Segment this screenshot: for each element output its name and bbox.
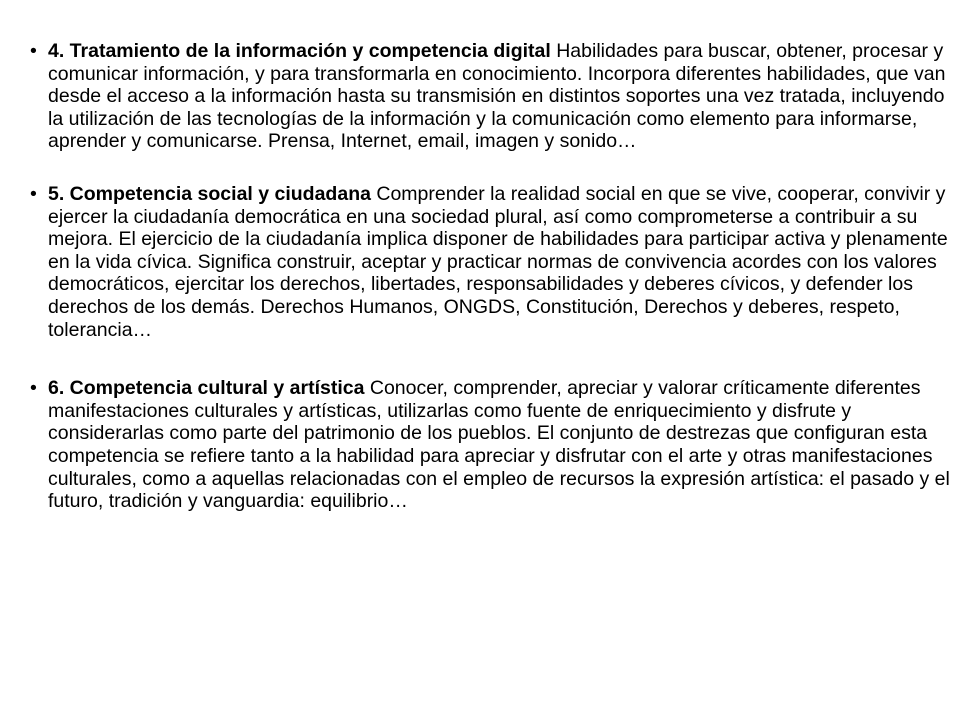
item-title: 6. Competencia cultural y artística	[48, 377, 370, 400]
list-item-competence-6	[30, 377, 950, 513]
bullet-icon: •	[30, 377, 37, 400]
list-item-competence-4	[30, 40, 950, 153]
competencies-list	[30, 40, 950, 543]
item-title: 4. Tratamiento de la información y competencia digital	[48, 40, 557, 62]
list-item-competence-5	[30, 183, 950, 341]
bullet-icon: •	[30, 40, 37, 62]
item-text: Conocer, comprender, apreciar y valorar críticamente diferentes manifestaciones culturales y artísticas, utilizarlas como fuente de enriquecimiento y disfrute y considerarlas como parte del patrimonio de los pueblos. El conjunto de destrezas que configuran esta competencia se refiere tanto a la habilidad para apreciar y disfrutar con el arte y otras manifestaciones culturales, como a aquellas relacionadas con el empleo de recursos la expresión artística: el pasado y el futuro, tradición y vanguardia: equilibrio…	[48, 377, 950, 513]
item-text: Habilidades para buscar, obtener, procesar y comunicar información, y para transformarla en conocimiento. Incorpora diferentes habilidades, que van desde el acceso a la información hasta su transmisión en distintos soportes una vez tratada, incluyendo la utilización de las tecnologías de la información y la comunicación como elemento para informarse, aprender y comunicarse. Prensa, Internet, email, imagen y sonido…	[48, 40, 946, 153]
item-text: Comprender la realidad social en que se vive, cooperar, convivir y ejercer la ciudadanía democrática en una sociedad plural, así como comprometerse a contribuir a su mejora. El ejercicio de la ciudadanía implica disponer de habilidades para participar activa y plenamente en la vida cívica. Significa construir, aceptar y practicar normas de convivencia acordes con los valores democráticos, ejercitar los derechos, libertades, responsabilidades y deberes cívicos, y defender los derechos de los demás. Derechos Humanos, ONGDS, Constitución, Derechos y deberes, respeto, tolerancia…	[48, 182, 948, 341]
bullet-icon: •	[30, 182, 37, 205]
item-title: 5. Competencia social y ciudadana	[48, 182, 377, 205]
